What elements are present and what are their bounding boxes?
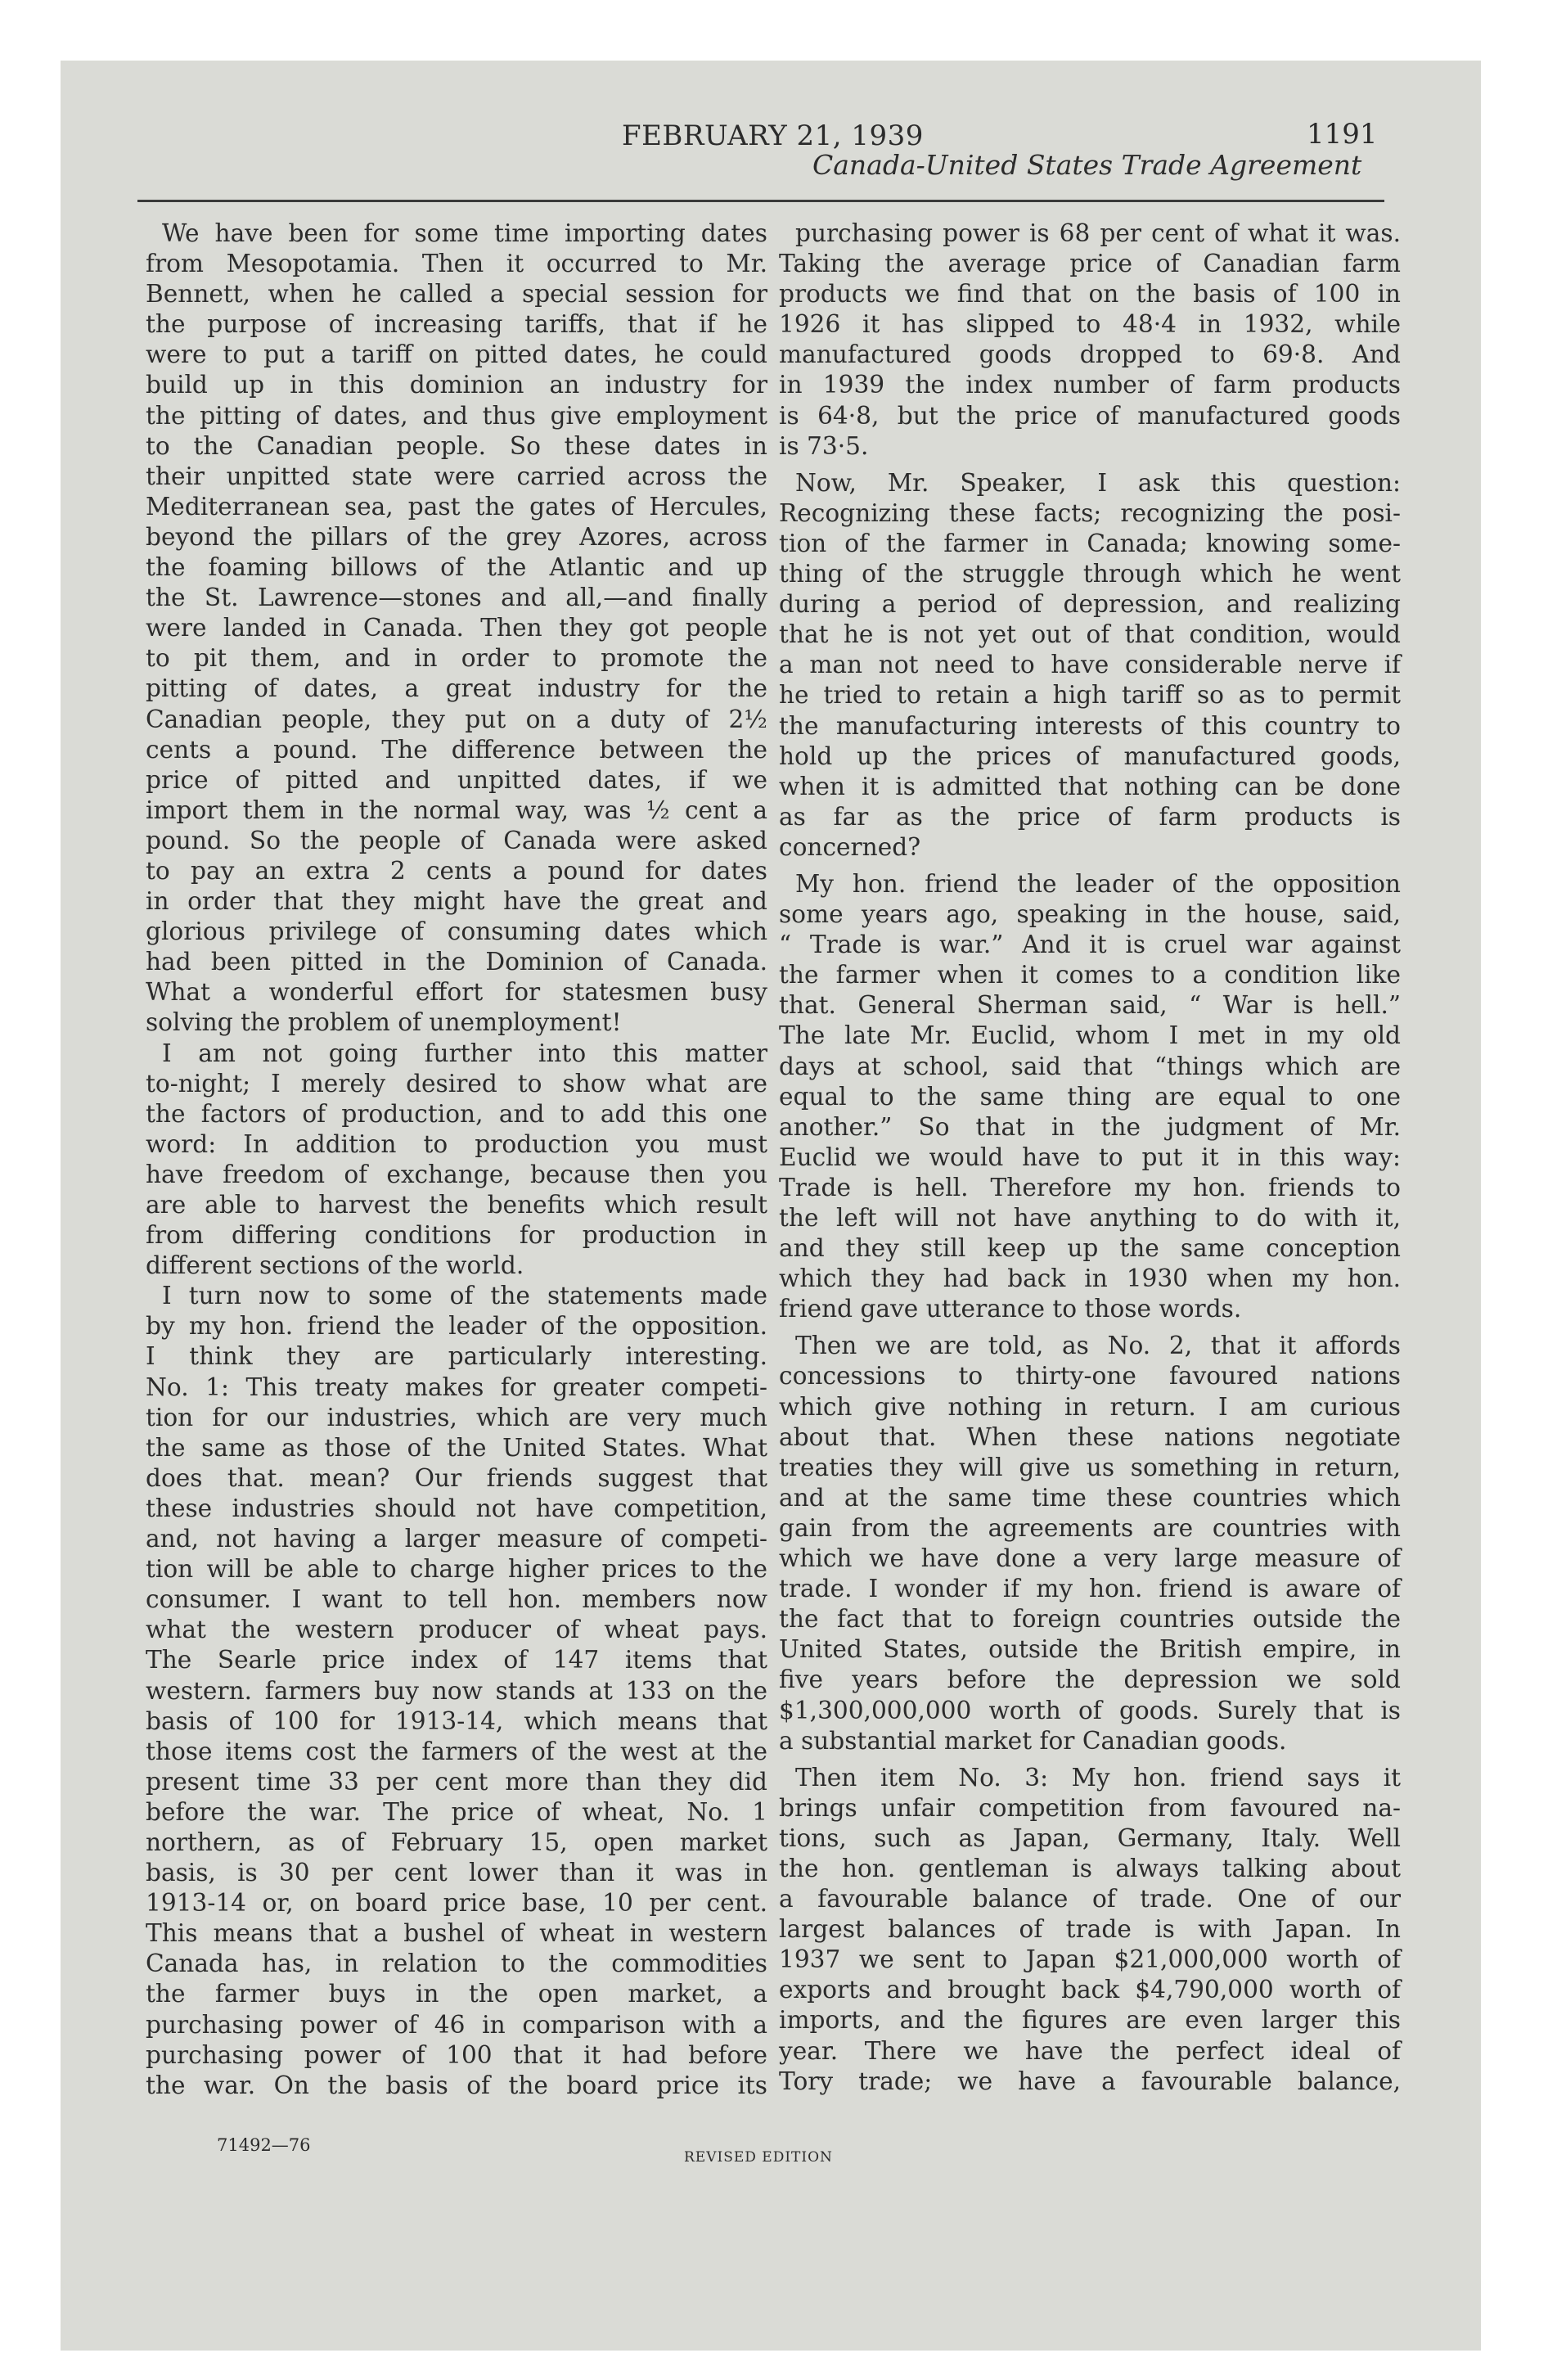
text-line: is 64·8, but the price of manufactured goods [779,401,1401,430]
text-line: to pay an extra 2 cents a pound for dates [146,856,767,885]
text-line: before the war. The price of wheat, No. 1 [146,1797,767,1826]
page-number: 1191 [1307,118,1378,151]
text-line: what the western producer of wheat pays. [146,1616,767,1644]
text-line: 1913-14 or, on board price base, 10 per cent. [146,1889,767,1918]
text-line: by my hon. friend the leader of the opposition. [146,1312,767,1341]
text-line: Tory trade; we have a favourable balance, [779,2067,1401,2095]
text-line: Bennett, when he called a special session for [146,280,767,309]
text-line: he tried to retain a high tariff so as to permit [779,681,1401,710]
footer-print-number: 71492—76 [217,2135,311,2155]
text-line: purchasing power of 100 that it had before [146,2040,767,2069]
text-line: pitting of dates, a great industry for the [146,674,767,703]
paragraph-gap [779,1756,1401,1763]
text-line: 1926 it has slipped to 48·4 in 1932, while [779,310,1401,339]
text-line: The Searle price index of 147 items that [146,1646,767,1675]
text-line: treaties they will give us something in return, [779,1453,1401,1481]
text-line: pound. So the people of Canada were asked [146,826,767,854]
text-line: No. 1: This treaty makes for greater competi- [146,1373,767,1401]
text-line: during a period of depression, and realizing [779,590,1401,619]
text-line: the left will not have anything to do with it, [779,1204,1401,1232]
text-line: from Mesopotamia. Then it occurred to Mr. [146,250,767,278]
paragraph-gap [779,863,1401,869]
text-line: the farmer when it comes to a condition like [779,961,1401,989]
text-line: consumer. I want to tell hon. members now [146,1585,767,1614]
text-line: tion will be able to charge higher prices to the [146,1555,767,1584]
text-line: Canadian people, they put on a duty of 2½ [146,705,767,733]
text-line: tion of the farmer in Canada; knowing some- [779,529,1401,557]
text-line: import them in the normal way, was ½ cent a [146,796,767,824]
text-line: Then we are told, as No. 2, that it affords [795,1332,1401,1360]
text-line: concerned? [779,832,921,861]
paragraph-gap [779,1324,1401,1331]
text-line: does that. mean? Our friends suggest that [146,1463,767,1492]
text-line: to-night; I merely desired to show what are [146,1069,767,1098]
text-line: imports, and the figures are even larger this [779,2006,1401,2035]
text-line: hold up the prices of manufactured goods, [779,741,1401,770]
text-line: What a wonderful effort for statesmen busy [146,978,767,1007]
text-line: The late Mr. Euclid, whom I met in my old [779,1021,1401,1050]
text-line: Now, Mr. Speaker, I ask this question: [795,468,1401,497]
text-line: have freedom of exchange, because then you [146,1160,767,1188]
text-line: some years ago, speaking in the house, said, [779,900,1401,929]
text-line: and, not having a larger measure of competi- [146,1525,767,1553]
text-line: purchasing power is 68 per cent of what it was. [795,219,1401,247]
right-column [779,219,1401,2097]
text-line: from differing conditions for production in [146,1221,767,1250]
text-line: Then item No. 3: My hon. friend says it [795,1763,1401,1792]
text-line: exports and brought back $4,790,000 worth of [779,1976,1401,2004]
text-line: the war. On the basis of the board price its [146,2071,767,2099]
text-line: basis of 100 for 1913-14, which means that [146,1706,767,1735]
header-rule [137,200,1384,202]
text-line: the St. Lawrence—stones and all,—and finally [146,584,767,612]
text-line: equal to the same thing are equal to one [779,1082,1401,1111]
text-line: five years before the depression we sold [779,1666,1401,1694]
text-line: are able to harvest the benefits which result [146,1191,767,1219]
text-line: the manufacturing interests of this country to [779,711,1401,740]
text-line: Euclid we would have to put it in this way: [779,1143,1401,1171]
text-line: “ Trade is war.” And it is cruel war against [779,931,1401,959]
text-line: were landed in Canada. Then they got people [146,614,767,642]
text-line: days at school, said that “things which are [779,1052,1401,1080]
text-line: products we find that on the basis of 100 in [779,280,1401,309]
text-line: basis, is 30 per cent lower than it was in [146,1859,767,1887]
header-subtitle: Canada-United States Trade Agreement [812,149,1362,181]
text-line: concessions to thirty-one favoured nations [779,1362,1401,1391]
text-line: the pitting of dates, and thus give employment [146,401,767,430]
text-line: the farmer buys in the open market, a [146,1980,767,2008]
text-line: present time 33 per cent more than they did [146,1767,767,1796]
text-line: a substantial market for Canadian goods. [779,1726,1287,1755]
text-line: word: In addition to production you must [146,1129,767,1158]
text-line: beyond the pillars of the grey Azores, across [146,522,767,551]
text-line: tion for our industries, which are very much [146,1403,767,1431]
text-line: as far as the price of farm products is [779,802,1401,831]
text-line: year. There we have the perfect ideal of [779,2036,1401,2065]
text-line: to the Canadian people. So these dates in [146,431,767,460]
text-line: manufactured goods dropped to 69·8. And [779,340,1401,369]
text-line: the same as those of the United States. What [146,1433,767,1462]
text-line: and at the same time these countries which [779,1483,1401,1512]
text-line: I turn now to some of the statements made [162,1282,767,1310]
text-line: trade. I wonder if my hon. friend is aware of [779,1575,1401,1603]
text-line: Canada has, in relation to the commodities [146,1950,767,1978]
text-line: solving the problem of unemployment! [146,1008,622,1037]
text-line: the foaming billows of the Atlantic and up [146,553,767,582]
paragraph-gap [779,462,1401,468]
text-line: western. farmers buy now stands at 133 on the [146,1676,767,1705]
text-line: a man not need to have considerable nerve if [779,651,1401,679]
text-line: the purpose of increasing tariffs, that if he [146,310,767,339]
text-line: purchasing power of 46 in comparison with a [146,2010,767,2039]
text-line: price of pitted and unpitted dates, if we [146,765,767,794]
text-line: a favourable balance of trade. One of our [779,1885,1401,1913]
text-line: Recognizing these facts; recognizing the posi- [779,498,1401,527]
text-line: glorious privilege of consuming dates which [146,917,767,946]
text-line: largest balances of trade is with Japan. In [779,1915,1401,1944]
text-line: different sections of the world. [146,1251,524,1280]
text-line: build up in this dominion an industry for [146,371,767,399]
text-line: another.” So that in the judgment of Mr. [779,1112,1401,1141]
text-line: Taking the average price of Canadian farm [779,250,1401,278]
footer-edition: REVISED EDITION [684,2149,833,2166]
text-line: gain from the agreements are countries with [779,1513,1401,1542]
text-line: the fact that to foreign countries outside the [779,1605,1401,1634]
left-column [146,219,767,2101]
text-line: which they had back in 1930 when my hon. [779,1264,1401,1293]
text-line: cents a pound. The difference between the [146,735,767,764]
text-line: their unpitted state were carried across the [146,462,767,490]
text-line: these industries should not have competition, [146,1494,767,1522]
text-line: 1937 we sent to Japan $21,000,000 worth of [779,1945,1401,1974]
text-line: tions, such as Japan, Germany, Italy. Well [779,1823,1401,1852]
text-line: the hon. gentleman is always talking about [779,1854,1401,1882]
text-line: Mediterranean sea, past the gates of Hercules, [146,492,767,521]
text-line: $1,300,000,000 worth of goods. Surely that is [779,1696,1401,1724]
text-line: United States, outside the British empire, in [779,1635,1401,1664]
text-line: friend gave utterance to those words. [779,1295,1242,1323]
text-line: which we have done a very large measure of [779,1544,1401,1573]
text-line: is 73·5. [779,431,869,460]
text-line: in order that they might have the great and [146,887,767,916]
text-line: I am not going further into this matter [162,1039,767,1067]
text-line: Trade is hell. Therefore my hon. friends to [779,1173,1401,1201]
text-line: that. General Sherman said, “ War is hell.” [779,991,1401,1020]
text-line: My hon. friend the leader of the opposition [795,869,1401,898]
text-line: and they still keep up the same conception [779,1234,1401,1263]
text-line: were to put a tariff on pitted dates, he could [146,340,767,369]
text-line: when it is admitted that nothing can be done [779,772,1401,800]
text-line: the factors of production, and to add this one [146,1099,767,1128]
text-line: This means that a bushel of wheat in western [146,1919,767,1948]
text-line: about that. When these nations negotiate [779,1422,1401,1451]
text-line: thing of the struggle through which he went [779,560,1401,588]
header-date: FEBRUARY 21, 1939 [622,119,924,152]
text-line: in 1939 the index number of farm products [779,371,1401,399]
text-line: northern, as of February 15, open market [146,1828,767,1856]
text-line: those items cost the farmers of the west at the [146,1737,767,1765]
text-line: We have been for some time importing dates [162,219,767,247]
text-line: that he is not yet out of that condition, would [779,620,1401,649]
text-line: which give nothing in return. I am curious [779,1392,1401,1421]
text-line: brings unfair competition from favoured na- [779,1793,1401,1822]
text-line: to pit them, and in order to promote the [146,644,767,673]
text-line: had been pitted in the Dominion of Canada. [146,948,767,976]
text-line: I think they are particularly interesting. [146,1342,767,1371]
